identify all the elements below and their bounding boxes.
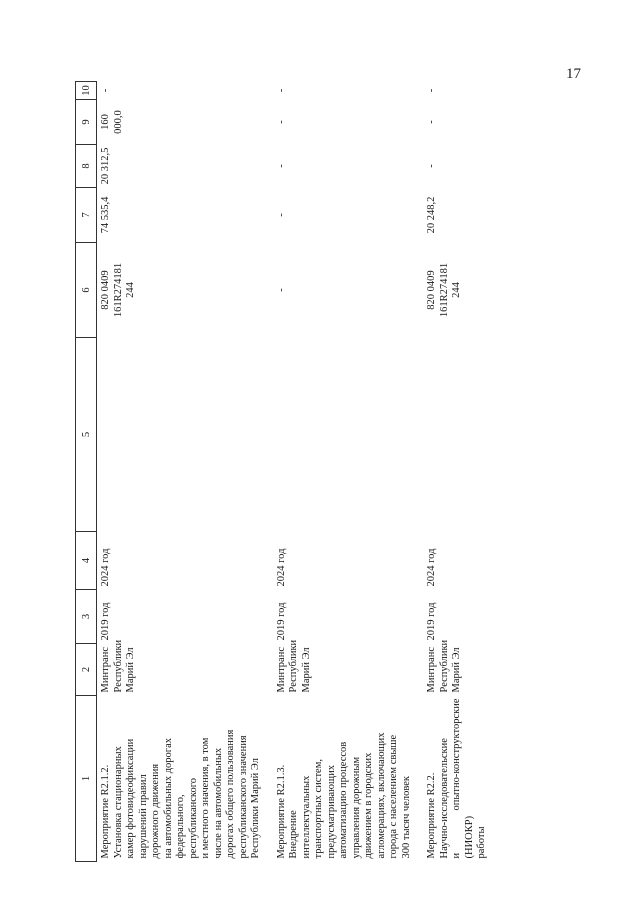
event-line: Мероприятие R2.1.2. (100, 764, 111, 859)
event-line: 300 тысяч человек (400, 775, 412, 859)
kbk-line: 244 (125, 282, 136, 298)
value-col8: - (275, 164, 287, 168)
kbk-cell (416, 243, 492, 338)
end-cell: 2024 год (426, 548, 437, 587)
header-col-9: 9 (76, 100, 97, 145)
event-line: Республики Марий Эл (250, 758, 261, 859)
event-cell (97, 696, 266, 862)
event-line: республиканского (187, 778, 199, 859)
event-line: федерального, (175, 794, 186, 859)
value-col9: 160 000,0 (100, 110, 124, 134)
kbk-cell (97, 243, 266, 338)
event-line: Установка стационарных (112, 746, 124, 859)
executor-line: Минтранс (426, 647, 437, 693)
event-line: нарушений правил (137, 774, 149, 859)
event-line: дорогах общего пользования (225, 729, 236, 859)
event-line: и опытно-конструкторские (НИОКР) (451, 698, 475, 859)
event-line: работы (476, 826, 487, 859)
event-line: республиканского значения (237, 735, 249, 859)
kbk-line: 161R274181 (112, 262, 124, 318)
event-cell (266, 696, 417, 862)
executor-cell (266, 639, 417, 696)
start-cell: 2019 год (426, 602, 437, 641)
end-cell: 2024 год (100, 548, 111, 587)
event-line: Внедрение (288, 810, 299, 859)
header-col-10: 10 (76, 82, 97, 100)
event-line: агломерациях, включающих (375, 732, 387, 859)
col5-cell (97, 338, 266, 532)
event-line: автоматизацию процессов (338, 741, 349, 859)
event-line: на автомобильных дорогах (162, 737, 174, 859)
header-col-6: 6 (76, 243, 97, 338)
header-col-1: 1 (76, 696, 97, 862)
kbk-line: 244 (451, 282, 462, 298)
event-line: управления дорожным (350, 756, 362, 859)
executor-line: Минтранс (100, 647, 111, 693)
event-line: предусматривающих (325, 765, 337, 859)
start-cell: 2019 год (275, 602, 287, 641)
header-col-3: 3 (76, 590, 97, 644)
event-line: Мероприятие R2.1.3. (275, 764, 287, 859)
executor-line: Марий Эл (125, 647, 136, 693)
value-col10: - (426, 88, 437, 93)
table-row (266, 82, 417, 862)
rotated-table-container (75, 82, 515, 862)
kbk-cell (266, 243, 417, 338)
kbk-line: 161R274181 (438, 262, 450, 318)
event-line: транспортных систем, (313, 759, 324, 859)
col5-cell (416, 338, 492, 532)
value-col8: - (426, 164, 437, 168)
executor-cell (97, 639, 266, 696)
event-line: дорожного движения (150, 763, 161, 859)
event-line: числе на автомобильных (212, 747, 224, 859)
value-col9: - (275, 120, 287, 124)
header-col-7: 7 (76, 188, 97, 243)
value-col10: - (275, 88, 287, 93)
start-cell: 2019 год (100, 602, 111, 641)
executor-line: Минтранс (275, 647, 287, 693)
value-col9: - (426, 120, 437, 124)
event-line: Научно-исследовательские (438, 738, 450, 859)
kbk-line: 820 0409 (100, 270, 111, 310)
table-row (97, 82, 266, 862)
value-col7: 20 248,2 (426, 196, 437, 234)
header-row (76, 82, 97, 862)
value-col7: - (275, 213, 287, 217)
executor-line: Республики (112, 639, 124, 693)
executor-line: Марий Эл (451, 647, 462, 693)
value-col10: - (100, 88, 111, 93)
event-line: камер фотовидеофиксации (125, 738, 136, 859)
executor-line: Марий Эл (300, 647, 312, 693)
kbk-line: 820 0409 (426, 270, 437, 310)
executor-line: Республики (288, 639, 299, 693)
event-line: города с населением свыше (388, 734, 399, 859)
executor-cell (416, 639, 492, 696)
event-line: и местного значения, в том (200, 737, 211, 859)
header-col-4: 4 (76, 532, 97, 590)
event-line: движением в городских (363, 752, 374, 859)
header-col-5: 5 (76, 338, 97, 532)
table-row (416, 82, 492, 862)
end-cell: 2024 год (275, 548, 287, 587)
header-col-8: 8 (76, 145, 97, 188)
event-line: интеллектуальных (300, 775, 312, 859)
kbk-line: - (275, 288, 287, 292)
value-col8: 20 312,5 (100, 147, 111, 185)
value-col7: 74 535,4 (100, 196, 111, 234)
col5-cell (266, 338, 417, 532)
executor-line: Республики (438, 639, 450, 693)
event-cell (416, 696, 492, 862)
page-number: 17 (566, 66, 581, 82)
events-table (75, 81, 492, 862)
event-line: Мероприятие R2.2. (426, 772, 437, 859)
header-col-2: 2 (76, 644, 97, 696)
